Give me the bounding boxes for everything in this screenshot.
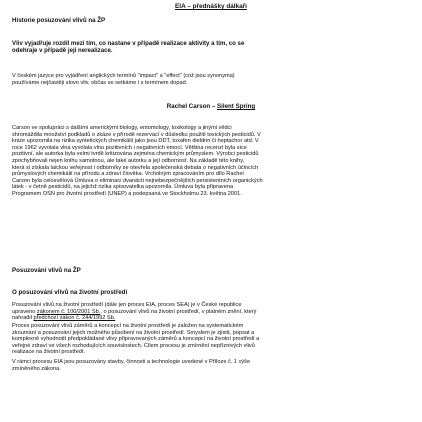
subheading-about-assessment: O posuzování vlivů na životní prostředí bbox=[12, 289, 128, 296]
carson-line: zpochybňovali nejen knihu samotnou, ale také autorku a její odbornost. Na základě této knihy, bbox=[12, 157, 245, 164]
carson-line: shromáždila množství podkladů o zkáze v přírodě rezervací v důsledku použití toxických pesticidů. V bbox=[12, 131, 261, 138]
final-paragraph bbox=[12, 359, 410, 372]
process-line: realizace na životní prostředí. bbox=[12, 349, 86, 356]
final-line-1: V rámci procesu EIA jsou posuzovány stavby, činnosti a technologie uvedené v Příloze č. 1 výše bbox=[12, 359, 251, 365]
page-title bbox=[12, 4, 410, 11]
law-244-1992-link[interactable]: předchozí zákon č. 244/1992 Sb. bbox=[33, 315, 116, 322]
carson-paragraph bbox=[12, 125, 410, 198]
carson-line: průmyslových chemikálií na přírodu a zdraví člověka. Vrcholným zpracováním pro dílo Rachel bbox=[12, 171, 244, 178]
process-paragraph bbox=[12, 323, 410, 356]
law-100-2001-link[interactable]: zákonem č. 100/2001 Sb. bbox=[36, 308, 101, 315]
definition-paragraph bbox=[12, 40, 410, 54]
terminology-note bbox=[12, 73, 410, 86]
carson-line: pozitivní, ale autorka byla velmi tvrdě kritizována zejména chemickým průmyslem. Výrobci pesticidů bbox=[12, 151, 259, 158]
silent-spring-link[interactable]: Silent Spring bbox=[217, 103, 256, 110]
process-line: komplexně vyhodnotit předpokládané vlivy připravovaných záměrů a koncepcí na životní prostředí a bbox=[12, 336, 260, 343]
page-title-prefix: EIA – bbox=[175, 3, 193, 10]
final-line-2: zmíněného zákona. bbox=[12, 365, 61, 372]
carson-line: Carson ve spolupráci s dalšími americkými biology, entomology, toxikology a jinými vědci bbox=[12, 125, 232, 131]
section-heading-assessment: Posuzování vlivů na ŽP bbox=[12, 267, 81, 274]
carson-heading bbox=[12, 104, 410, 111]
process-line: Proces posuzování vlivů záměrů a koncepcí na životní prostředí je založen na systematickém bbox=[12, 323, 244, 329]
process-line: zkoumání a posuzování jejich možného působení na životní prostředí. Smyslem je zjistit, popsat a bbox=[12, 329, 255, 336]
page-title-link[interactable]: přednášky dálkaři bbox=[192, 3, 247, 10]
legal-intro-line-2 bbox=[12, 309, 410, 316]
carson-line: knize upozornila na rizika syntetických chemikálií jako jsou DDT, toxafen dieldrin či heptachor atd. V bbox=[12, 138, 259, 145]
carson-line: Carson byla celosvětová Úmluva o eliminaci dvanácti nejnebezpečnějších persistentních organických bbox=[12, 177, 263, 184]
carson-heading-prefix: Rachel Carson – bbox=[166, 103, 218, 110]
legal-text: nahradil bbox=[12, 315, 34, 322]
legal-intro-line-3 bbox=[12, 315, 410, 322]
carson-line: Programem OSN pro životní prostředí (UNEP) a podepsaná ve Stockholmu 23. května 2001. bbox=[12, 190, 242, 197]
terminology-line-1: V českém jazyce pro vyjádření anglických termínů "impact" a "effect" (což jsou synonyma) bbox=[12, 73, 235, 79]
terminology-line-2: používáme nejčastěji slovo vliv, občas se setkáme i s termínem dopad. bbox=[12, 79, 188, 86]
definition-line-1: Vliv vyjadřuje rozdíl mezi tím, co nastane v případě realizace aktivity a tím, co se bbox=[12, 40, 245, 47]
legal-text: upraveno bbox=[12, 308, 37, 315]
carson-line: roce 1962 vyvolala vlna vyvolala vlnu pozitivních i negativních emocí. Většina recenzí byla sice bbox=[12, 144, 247, 151]
definition-line-2: odehraje v případě její nerealizace. bbox=[12, 47, 113, 54]
legal-intro-line-1: Posuzování vlivů na životní prostředí (dále jen proces EIA, proces SEA) je v České republice bbox=[12, 302, 242, 308]
legal-text: , o posuzování vlivů na životní prostředí, v platném znění, který bbox=[100, 308, 257, 315]
process-line: veřejné zdraví ve všech rozhodujících souvislostech. Cílem procesu je zmírnění nepříznivých vlivů bbox=[12, 342, 255, 349]
legal-intro-paragraph bbox=[12, 302, 410, 322]
section-heading-history: Historie posuzování vlivů na ŽP bbox=[12, 17, 106, 24]
carson-line: která si získala laickou veřejnost i odborníky se otevřela společenská debata o negativních účincích bbox=[12, 164, 259, 171]
carson-line: látek - v četně pesticidů, na jejichž rizika spisovatelka upozornila. Úmluva byla připravena bbox=[12, 184, 234, 191]
